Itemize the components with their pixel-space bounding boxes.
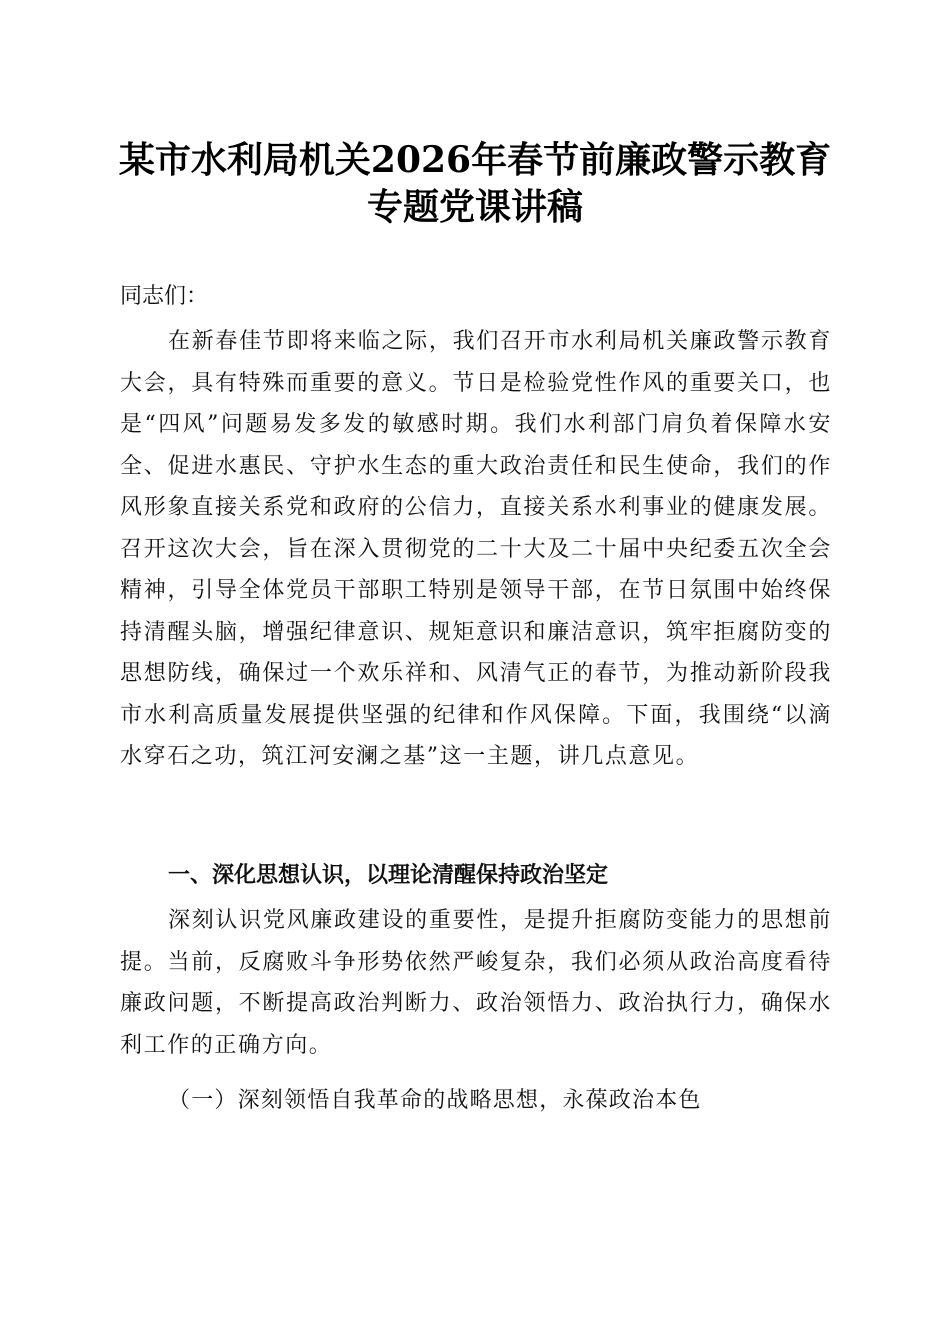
greeting: 同志们： — [120, 284, 209, 309]
paragraph-intro: 在新春佳节即将来临之际，我们召开市水利局机关廉政警示教育大会，具有特殊而重要的意义。节日是检验党性作风的重要关口，也是“四风”问题易发多发的敏感时期。我们水利部门肩负着保障水安全、促进水惠民、守护水生态的重大政治责任和民生使命，我们的作风形象直接关系党和政府的公信力，直接关系水利事业的健康发展。召开这次大会，旨在深入贯彻党的二十大及二十届中央纪委五次全会精神，引导全体党员干部职工特别是领导干部，在节日氛围中始终保持清醒头脑，增强纪律意识、规矩意识和廉洁意识，筑牢拒腐防变的思想防线，确保过一个欢乐祥和、风清气正的春节，为推动新阶段我市水利高质量发展提供坚强的纪律和作风保障。下面，我围绕“以滴水穿石之功，筑江河安澜之基”这一主题，讲几点意见。 — [120, 329, 832, 769]
section-heading-1: 一、深化思想认识，以理论清醒保持政治坚定 — [168, 863, 609, 888]
document-title-line-1: 某市水利局机关2026年春节前廉政警示教育 — [118, 139, 832, 181]
document-title-line-2: 专题党课讲稿 — [366, 186, 583, 228]
subsection-heading-1: （一）深刻领悟自我革命的战略思想，永葆政治本色 — [168, 1088, 702, 1113]
paragraph-section-1: 深刻认识党风廉政建设的重要性，是提升拒腐防变能力的思想前提。当前，反腐败斗争形势依然严峻复杂，我们必须从政治高度看待廉政问题，不断提高政治判断力、政治领悟力、政治执行力，确保水利工作的正确方向。 — [120, 908, 832, 1058]
